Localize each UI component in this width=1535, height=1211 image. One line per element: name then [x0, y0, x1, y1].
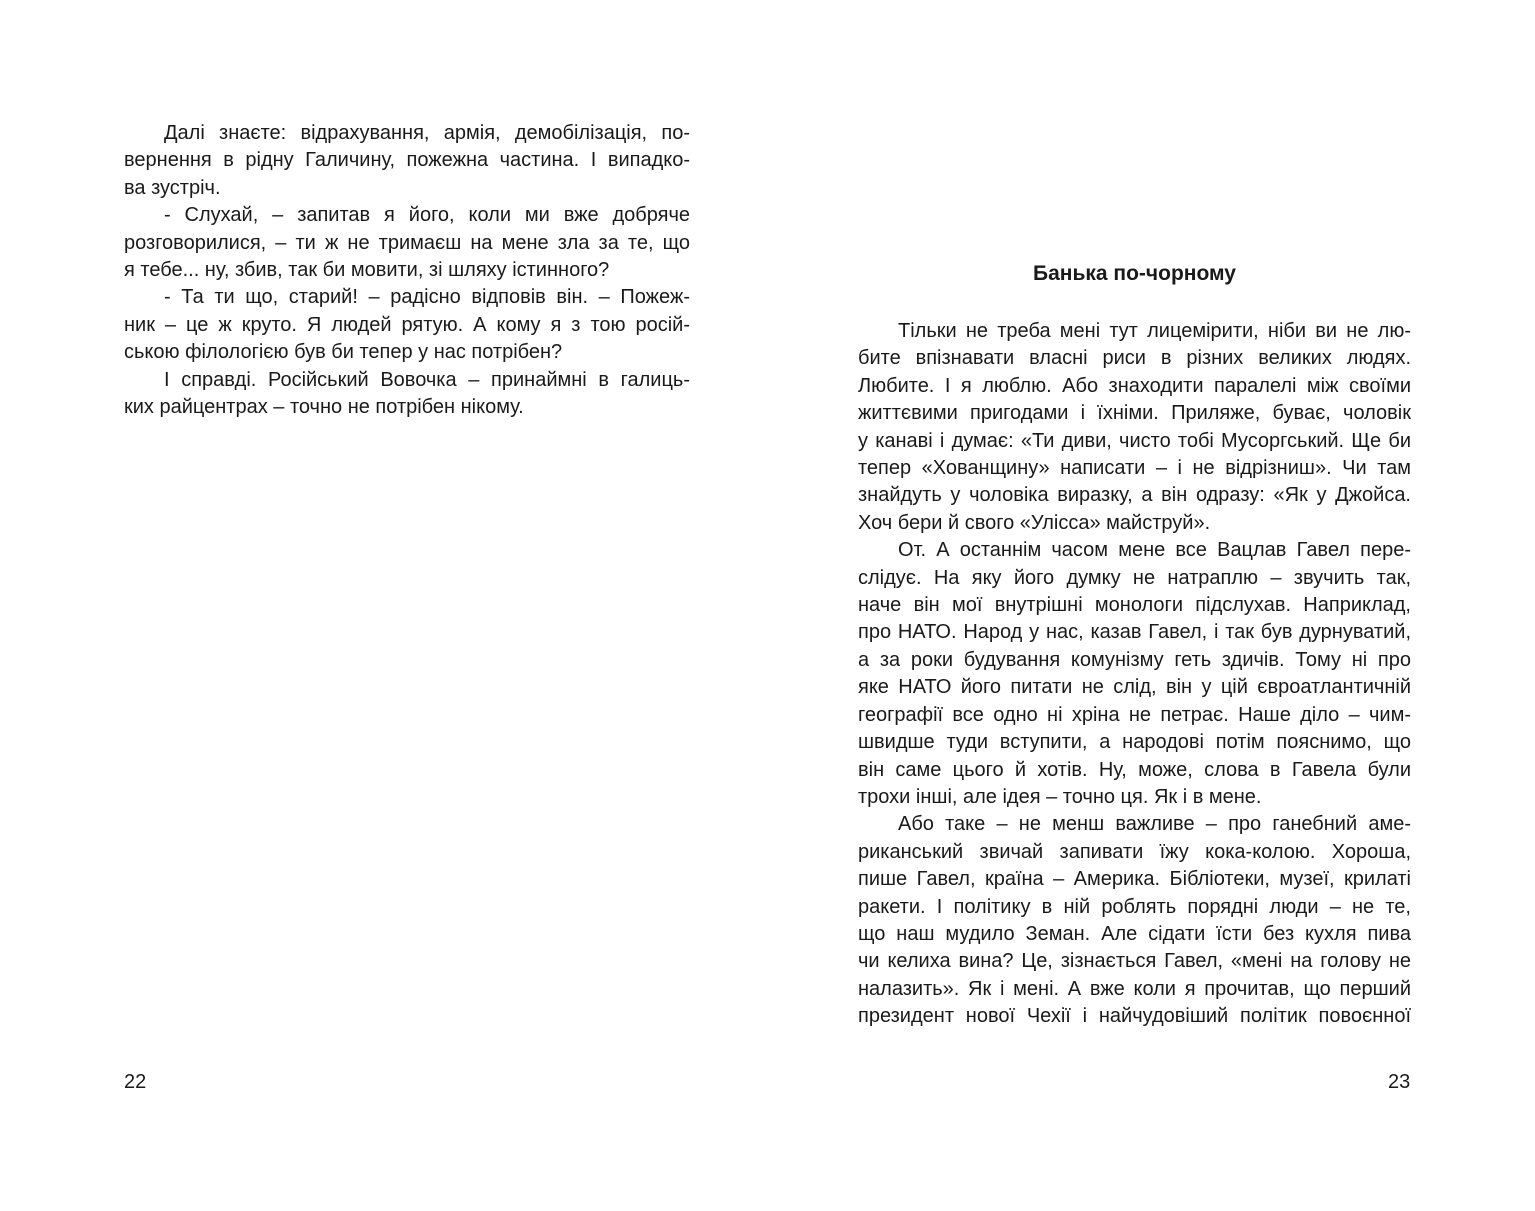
text-line: наче він мої внутрішні монологи підслухав. Наприклад,: [858, 594, 1411, 617]
text-line: Або таке – не менш важливе – про ганебний аме-: [898, 813, 1411, 836]
text-line: президент нової Чехії і найчудовіший політик повоєнної: [858, 1005, 1411, 1028]
text-line: пише Гавел, країна – Америка. Бібліотеки, музеї, крилаті: [858, 868, 1411, 891]
text-line: риканський звичай запивати їжу кока-колою. Хороша,: [858, 840, 1411, 863]
text-line: життєвими пригодами і їхніми. Приляже, буває, чоловік: [858, 402, 1411, 425]
text-line: ва зустріч.: [124, 176, 221, 199]
paragraph-2: [858, 537, 1411, 811]
text-line: Хоч бери й свого «Улісса» майструй».: [858, 511, 1211, 534]
page-number: 23: [1388, 1071, 1411, 1093]
text-line: слідує. На яку його думку не натраплю – звучить так,: [858, 566, 1411, 589]
text-line: Далі знаєте: відрахування, армія, демобілізація, по-: [164, 122, 690, 144]
paragraph-3: [858, 811, 1411, 1030]
text-line: налазить». Як і мені. А вже коли я прочитав, що перший: [858, 977, 1411, 1000]
paragraph-1: [858, 318, 1411, 537]
text-line: ракети. І політику в ній роблять порядні люди – не те,: [858, 895, 1411, 918]
text-line: От. А останнім часом мене все Вацлав Гавел пере-: [898, 539, 1411, 562]
text-line: я тебе... ну, збив, так би мовити, зі шляху істинного?: [124, 259, 610, 282]
text-line: ською філологією був би тепер у нас потрібен?: [124, 341, 563, 364]
text-line: Любите. І я люблю. Або знаходити паралелі між своїми: [858, 374, 1411, 397]
text-line: ких райцентрах – точно не потрібен нікому.: [124, 396, 524, 419]
paragraph-1: [124, 120, 690, 202]
text-line: географії все одно ні хріна не петрає. Наше діло – чим-: [858, 703, 1411, 726]
page-number: 22: [124, 1071, 147, 1093]
left-page: [0, 0, 767, 1211]
text-line: знайдуть у чоловіка виразку, а він одразу: «Як у Джойса.: [858, 484, 1411, 507]
text-line: - Та ти що, старий! – радісно відповів він. – Пожеж-: [164, 286, 690, 309]
text-line: трохи інші, але ідея – точно ця. Як і в мене.: [858, 785, 1262, 808]
text-line: у канаві і думає: «Ти диви, чисто тобі Мусоргський. Ще би: [858, 429, 1411, 452]
text-line: тепер «Хованщину» написати – і не відрізниш». Чи там: [858, 457, 1411, 480]
chapter-title: Банька по-чорному: [1033, 262, 1236, 285]
text-line: Тільки не треба мені тут лицемірити, ніби ви не лю-: [898, 320, 1411, 342]
text-line: він саме цього й хотів. Ну, може, слова в Гавела були: [858, 758, 1411, 781]
text-line: чи келиха вина? Це, зізнається Гавел, «мені на голову не: [858, 950, 1411, 973]
text-line: а за роки будування комунізму геть здичів. Тому ні про: [858, 648, 1411, 671]
paragraph-2: [124, 202, 690, 284]
text-line: що наш мудило Земан. Але сідати їсти без кухля пива: [858, 922, 1411, 945]
paragraph-3: [124, 284, 690, 366]
right-page: [767, 0, 1535, 1211]
text-line: І справді. Російський Вовочка – принаймні в галиць-: [164, 368, 690, 391]
text-line: яке НАТО його питати не слід, він у цій євроатлантичній: [858, 676, 1411, 699]
right-page-body: [858, 318, 1411, 1031]
left-page-body: [124, 120, 690, 421]
text-line: бите впізнавати власні риси в різних великих людях.: [858, 347, 1411, 370]
text-line: швидше туди вступити, а народові потім пояснимо, що: [858, 731, 1411, 754]
text-line: ник – це ж круто. Я людей рятую. А кому я з тою росій-: [124, 313, 690, 336]
paragraph-4: [124, 367, 690, 422]
text-line: про НАТО. Народ у нас, казав Гавел, і так був дурнуватий,: [858, 621, 1411, 644]
text-line: розговорилися, – ти ж не тримаєш на мене зла за те, що: [124, 231, 690, 254]
text-line: вернення в рідну Галичину, пожежна частина. І випадко-: [124, 149, 690, 172]
text-line: - Слухай, – запитав я його, коли ми вже добряче: [164, 204, 690, 227]
